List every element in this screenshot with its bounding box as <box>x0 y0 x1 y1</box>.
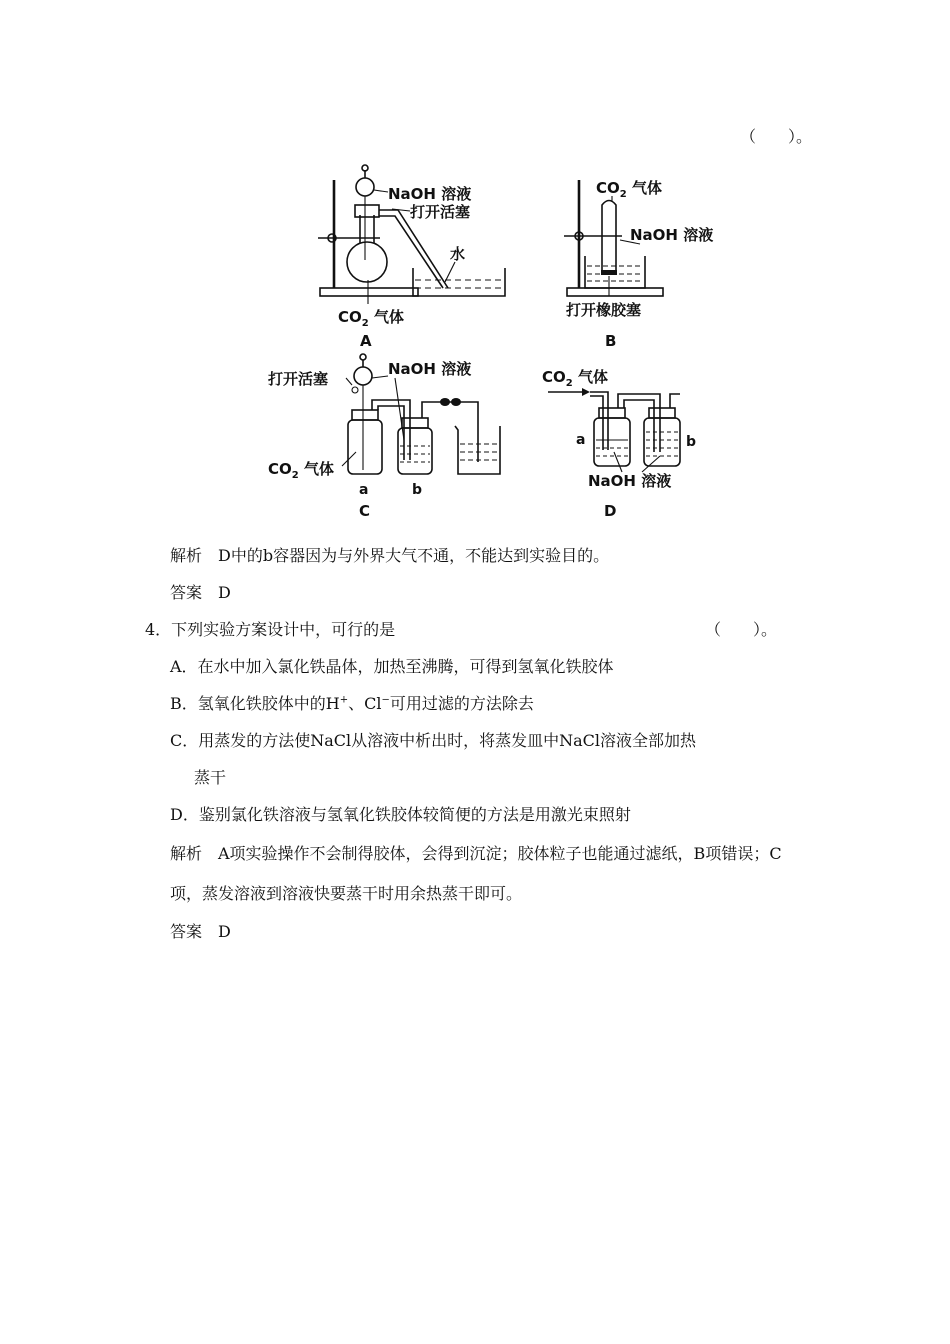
q4-stem: 4．下列实验方案设计中，可行的是 <box>145 620 396 639</box>
c-a-label: a <box>359 482 369 498</box>
c-b-label: b <box>412 482 423 498</box>
b-caption: B <box>605 332 617 350</box>
apparatus-d <box>542 368 696 520</box>
dropping-funnel-a <box>356 178 374 196</box>
a-valve-label: 打开活塞 <box>410 203 471 221</box>
c-naoh-label: NaOH 溶液 <box>388 360 472 378</box>
apparatus-c <box>267 354 500 520</box>
q4-option-a: A．在水中加入氯化铁晶体，加热至沸腾，可得到氢氧化铁胶体 <box>170 657 614 676</box>
q3-answer: 答案 D <box>170 583 231 602</box>
c-co2-label: $CO_2$ 气体 <box>268 460 334 481</box>
q3-bracket: （ ）。 <box>740 127 813 146</box>
water-trough-a <box>413 268 505 296</box>
d-a-label: a <box>576 432 586 448</box>
a-water-label: 水 <box>450 245 466 263</box>
q4-analysis-line2: 项，蒸发溶液到溶液快要蒸干时用余热蒸干即可。 <box>170 884 523 903</box>
q4-answer: 答案 D <box>170 922 231 941</box>
apparatus-a <box>318 165 505 350</box>
d-caption: D <box>604 502 617 520</box>
round-flask-a <box>347 242 387 282</box>
b-stopper-label: 打开橡胶塞 <box>566 301 642 319</box>
q4-option-c: C．用蒸发的方法使NaCl从溶液中析出时，将蒸发皿中NaCl溶液全部加热 <box>170 731 697 750</box>
dropping-funnel-c <box>354 367 372 385</box>
q3-analysis: 解析 D中的b容器因为与外界大气不通，不能达到实验目的。 <box>170 546 610 565</box>
q4-option-b: B．氢氧化铁胶体中的H+、Cl−可用过滤的方法除去 <box>170 694 534 713</box>
b-naoh-label: NaOH 溶液 <box>630 226 714 244</box>
c-caption: C <box>359 502 371 520</box>
a-caption: A <box>360 332 372 350</box>
b-co2-label: $CO_2$ 气体 <box>596 179 662 200</box>
c-valve-label: 打开活塞 <box>268 370 329 388</box>
q4-analysis-line1: 解析 A项实验操作不会制得胶体，会得到沉淀；胶体粒子也能通过滤纸，B项错误；C <box>170 844 782 863</box>
d-b-label: b <box>686 434 697 450</box>
bottle-b-d <box>644 418 680 466</box>
q4-option-c-cont: 蒸干 <box>194 768 227 787</box>
stand-base-a <box>320 288 418 296</box>
bottle-a-c <box>348 420 382 474</box>
d-naoh-label: NaOH 溶液 <box>588 472 672 490</box>
q4-option-d: D．鉴别氯化铁溶液与氢氧化铁胶体较简便的方法是用激光束照射 <box>170 805 631 824</box>
stand-base-b <box>567 288 663 296</box>
rubber-stopper-b <box>601 270 617 275</box>
a-naoh-label: NaOH 溶液 <box>388 185 472 203</box>
apparatus-figure <box>0 0 950 530</box>
bottle-a-d <box>594 418 630 466</box>
tube-b-beaker-c <box>422 402 478 462</box>
q4-bracket: （ ）。 <box>705 620 778 639</box>
apparatus-b <box>564 179 713 350</box>
a-co2-label: $CO_2$ 气体 <box>338 308 404 329</box>
d-co2-label: $CO_2$ 气体 <box>542 368 608 389</box>
